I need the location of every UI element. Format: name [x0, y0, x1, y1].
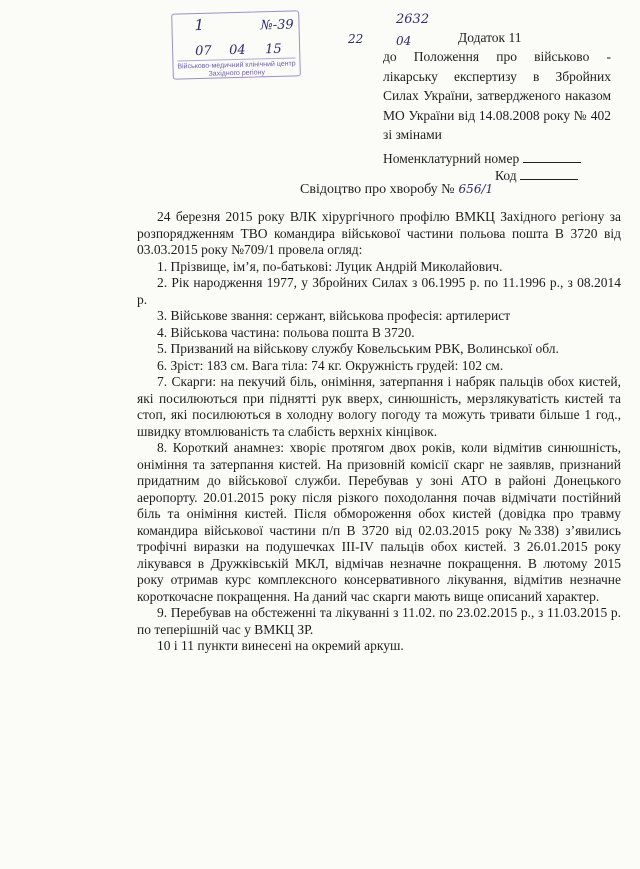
nomenclature-blank [523, 150, 581, 163]
document-body [137, 209, 621, 655]
item-4: 4. Військова частина: польова пошта В 3720. [157, 324, 415, 340]
certificate-title [300, 182, 493, 198]
annex-title: Додаток 11 [458, 30, 522, 45]
code-label: Код [495, 168, 517, 183]
item-3: 3. Військове звання: сержант, військова професія: артилерист [157, 308, 511, 323]
registration-number: 2632 [396, 12, 430, 27]
nomenclature-label: Номенклатурний номер [383, 151, 520, 166]
item-6: 6. Зріст: 183 см. Вага тіла: 74 кг. Окружність грудей: 102 см. [157, 357, 504, 373]
code-field [495, 167, 578, 184]
code-blank [520, 167, 578, 180]
certificate-title-text: Свідоцтво про хворобу № [300, 182, 455, 197]
certificate-number: 656/1 [458, 182, 494, 196]
item-8: 8. Короткий анамнез: хворіє протягом двох років, коли відмітив синюшність, оніміння та затерпання кистей. На призовній комісії скарг не заявляв, признаний придатним до військової служби. Перебував у зоні АТО в районі Донецького аеропорту. 20.01.2015 року після різкого походолання почав відмічати постійний біль та оніміння кистей. Після обмороження обох кистей (довідка про травму командира військової частини п/п В 3720 від 02.03.2015 року №338) з’явились трофічні виразки на подушечках III-IV пальців обох кистей. З 26.01.2015 року лікувався в Дружківській МКЛ, відмічав незначне покращення. В лютому 2015 року отримав курс комплексного консервативного лікування, відмітив незначне короткочасне покращення. На даний час скарги мають вище описаний характер. [137, 440, 621, 604]
item-7: 7. Скарги: на пекучий біль, оніміння, затерпання і набряк пальців обох кистей, які посилюються при піднятті рук вверх, синюшність, мерзлякуватість кистей та стоп, які посилюються в холодну вологу погоду та можуть тривати більше 1 год., швидку втомлюваність та слабість верхніх кінцівок. [137, 374, 621, 439]
annex-text: до Положення про військово - лікарську експертизу в Збройних Силах України, затвердженого наказом МО України від 14.08.2008 року № 402 зі змінами [383, 49, 611, 142]
note-paragraph: 10 і 11 пункти винесені на окремий аркуш. [157, 638, 404, 653]
intro-paragraph: 24 березня 2015 року ВЛК хірургічного профілю ВМКЦ Західного регіону за розпорядженням ТВО командира військової частини польова пошта В 3720 від 03.03.2015 року №709/1 провела огляд: [137, 209, 621, 257]
stamp-handwritten-3: 07 [194, 43, 212, 60]
item-1: 1. Прізвище, ім’я, по-батькові: Луцик Андрій Миколайович. [157, 258, 503, 274]
nomenclature-number [383, 150, 581, 167]
registration-stamp [171, 10, 301, 79]
registration-month: 04 [396, 34, 412, 48]
stamp-handwritten-5: 15 [264, 41, 282, 58]
item-2: 2. Рік народження 1977, у Збройних Силах з 06.1995 р. по 11.1996 р., з 08.2014 р. [137, 275, 621, 307]
item-9: 9. Перебував на обстеженні та лікуванні з 11.02. по 23.02.2015 р., з 11.03.2015 р. по теперішній час у ВМКЦ ЗР. [137, 605, 621, 637]
registration-day: 22 [348, 32, 364, 46]
stamp-handwritten-2: №-39 [260, 17, 294, 34]
stamp-handwritten-1: 1 [194, 15, 205, 35]
handwritten-registration [346, 12, 456, 52]
stamp-handwritten-4: 04 [228, 42, 246, 59]
item-5: 5. Призваний на військову службу Ковельським РВК, Волинської обл. [157, 341, 559, 356]
stamp-org-text: Військово-медичний клінічний центр Західного регіону [177, 60, 296, 78]
